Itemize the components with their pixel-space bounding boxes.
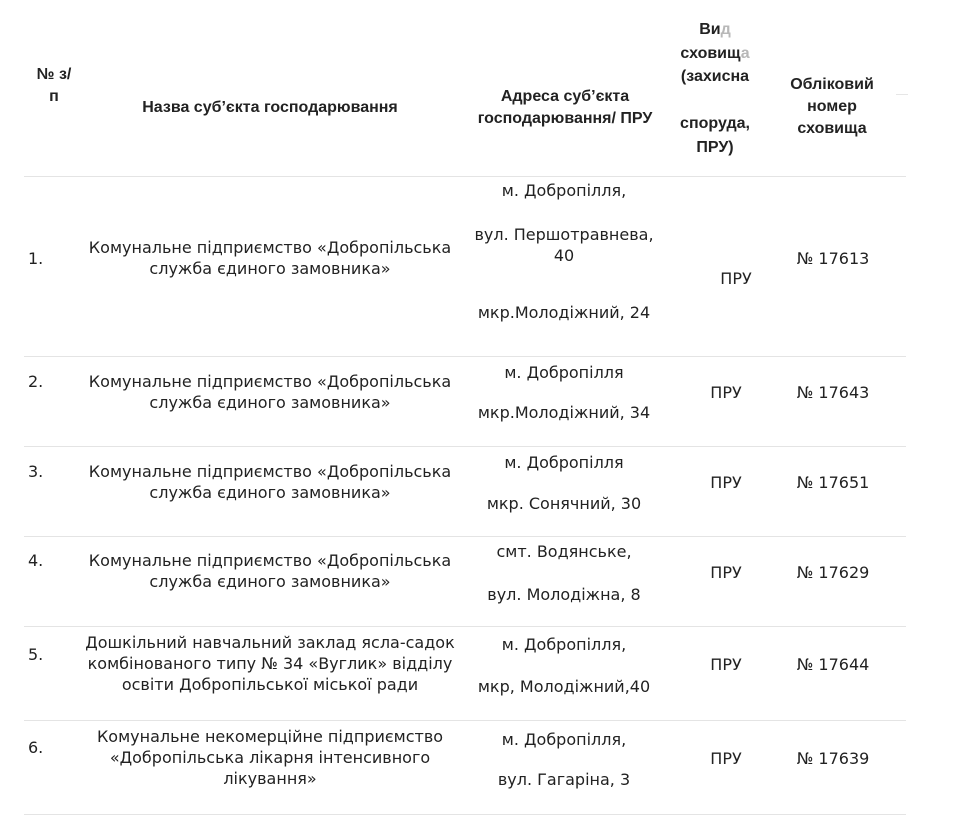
row-2-address <box>458 362 670 423</box>
row-6-number: 6. <box>28 738 44 757</box>
row-1-type: ПРУ <box>720 269 752 288</box>
header-type-line2-a: сховищ <box>680 44 741 62</box>
row-1-name-line1: Комунальне підприємство «Добропільська <box>88 238 452 257</box>
row-2-name <box>72 371 468 413</box>
header-number-line2: п <box>49 88 59 105</box>
row-6-name-line1: Комунальне некомерційне підприємство <box>96 727 444 746</box>
row-4-addr-line1: смт. Водянське, <box>496 542 632 561</box>
header-type-line1-b: д <box>720 21 731 38</box>
row-2-addr-line2: мкр.Молодіжний, 34 <box>477 403 651 422</box>
header-register-line3: сховища <box>797 120 867 137</box>
row-3-addr-line1: м. Добропілля <box>504 453 624 472</box>
row-4-addr-line2: вул. Молодіжна, 8 <box>487 585 641 604</box>
row-4-type: ПРУ <box>710 563 742 582</box>
header-address-line2: господарювання/ ПРУ <box>477 110 653 127</box>
row-2-type: ПРУ <box>710 383 742 402</box>
row-divider <box>24 536 906 537</box>
row-3-address <box>458 452 670 514</box>
header-type-spacer <box>660 89 770 113</box>
row-5-name-line3: освіти Добропільської міської ради <box>121 675 419 694</box>
row-1-address <box>458 180 670 323</box>
row-5-name-line2: комбінованого типу № 34 «Вуглик» відділу <box>87 654 453 673</box>
header-type-line1-a: Ви <box>699 21 721 38</box>
header-type-line1 <box>660 18 770 42</box>
row-2-name-line2: служба єдиного замовника» <box>149 393 391 412</box>
row-3-number: 3. <box>28 462 44 481</box>
header-type-line5: ПРУ) <box>696 138 734 156</box>
row-1-name-line2: служба єдиного замовника» <box>149 259 391 278</box>
row-1-addr-line1: м. Добропілля, <box>501 181 627 200</box>
row-5-addr-line1: м. Добропілля, <box>501 635 627 654</box>
header-register-number <box>772 74 892 140</box>
row-2-name-line1: Комунальне підприємство «Добропільська <box>88 372 452 391</box>
row-5-register: № 17644 <box>796 655 870 674</box>
row-6-register: № 17639 <box>796 749 870 768</box>
header-shelter-type <box>660 18 770 159</box>
row-2-addr-line1: м. Добропілля <box>504 363 624 382</box>
row-6-name-line2: «Добропільська лікарня інтенсивного <box>109 748 431 767</box>
row-1-addr-line4: мкр.Молодіжний, 24 <box>477 303 651 322</box>
row-5-addr-line2: мкр, Молодіжний,40 <box>477 677 651 696</box>
row-3-register: № 17651 <box>796 473 870 492</box>
row-5-name-line1: Дошкільний навчальний заклад ясла-садок <box>85 633 455 652</box>
header-type-line2-b: а <box>740 44 750 62</box>
header-type-line4: споруда, <box>680 115 750 132</box>
row-divider <box>24 176 906 177</box>
row-3-name <box>72 461 468 503</box>
row-divider <box>24 814 906 815</box>
header-edge-rule <box>896 94 908 95</box>
header-address-line1: Адреса суб’єкта <box>500 88 630 105</box>
row-4-number: 4. <box>28 551 44 570</box>
row-3-name-line1: Комунальне підприємство «Добропільська <box>88 462 452 481</box>
row-1-addr-line3: 40 <box>553 246 575 265</box>
row-4-name-line1: Комунальне підприємство «Добропільська <box>88 551 452 570</box>
row-5-address <box>458 634 670 697</box>
row-3-type: ПРУ <box>710 473 742 492</box>
row-5-number: 5. <box>28 645 44 664</box>
row-divider <box>24 356 906 357</box>
row-4-name-line2: служба єдиного замовника» <box>149 572 391 591</box>
row-1-addr-line2: вул. Першотравнева, <box>474 225 654 244</box>
header-number-line1: № з/ <box>36 66 72 83</box>
row-divider <box>24 446 906 447</box>
row-6-addr-line1: м. Добропілля, <box>501 730 627 749</box>
row-4-register: № 17629 <box>796 563 870 582</box>
row-6-address <box>458 729 670 790</box>
header-address <box>455 86 675 130</box>
row-6-name <box>72 726 468 789</box>
row-3-addr-line2: мкр. Сонячний, 30 <box>486 494 642 513</box>
header-type-line2 <box>660 42 770 66</box>
row-6-addr-line2: вул. Гагаріна, 3 <box>497 770 631 789</box>
row-2-number: 2. <box>28 372 44 391</box>
row-5-type: ПРУ <box>710 655 742 674</box>
header-register-line1: Обліковий <box>790 76 874 93</box>
row-6-type: ПРУ <box>710 749 742 768</box>
row-divider <box>24 626 906 627</box>
row-1-register: № 17613 <box>796 249 870 268</box>
row-3-name-line2: служба єдиного замовника» <box>149 483 391 502</box>
row-divider <box>24 720 906 721</box>
row-6-name-line3: лікування» <box>223 769 317 788</box>
row-1-name <box>72 237 468 279</box>
header-type-line3: (захисна <box>680 68 750 85</box>
row-2-register: № 17643 <box>796 383 870 402</box>
row-5-name <box>72 632 468 695</box>
header-entity-name: Назва суб’єкта господарювання <box>142 99 398 116</box>
header-number <box>24 64 84 108</box>
row-4-name <box>72 550 468 592</box>
header-register-line2: номер <box>807 98 857 115</box>
row-4-address <box>458 541 670 605</box>
row-1-number: 1. <box>28 249 44 268</box>
